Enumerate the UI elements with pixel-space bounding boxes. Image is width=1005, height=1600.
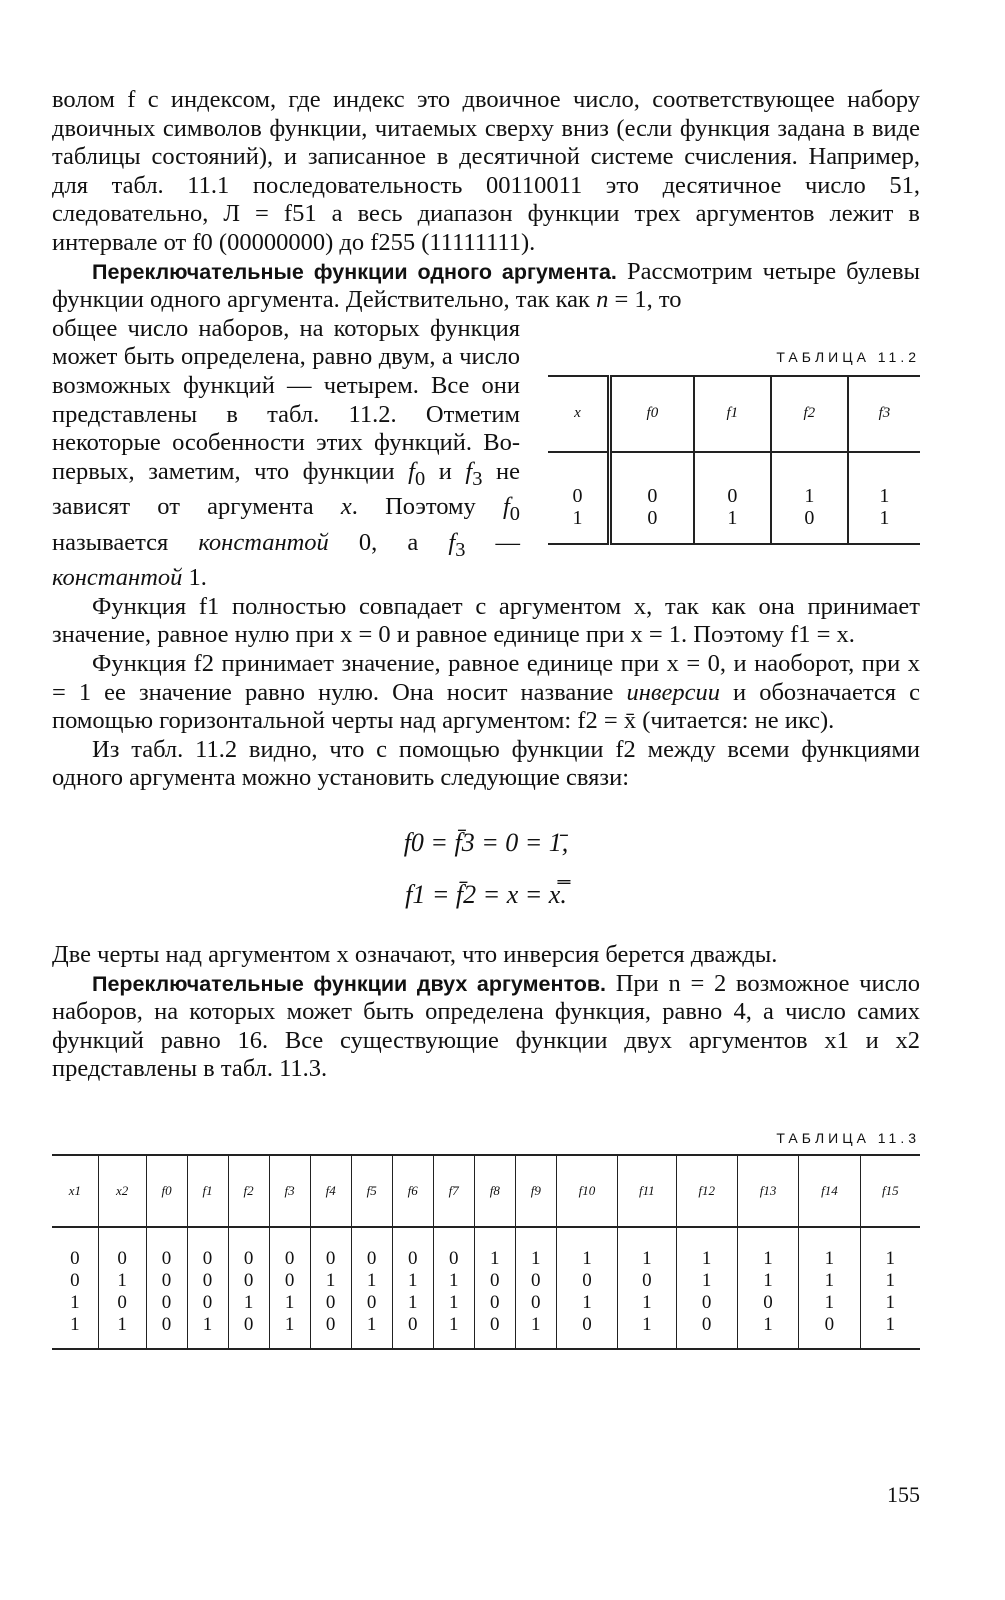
term-inversion: инверсии <box>626 678 720 706</box>
table-cell: 1 <box>448 1291 459 1313</box>
table-cell: 0 <box>701 1313 712 1335</box>
page-number: 155 <box>887 1482 920 1507</box>
table-cell: 1 <box>448 1269 459 1291</box>
table3-header-3: f1 <box>187 1155 228 1227</box>
table3-column-8 <box>392 1227 433 1349</box>
table3-column-10 <box>474 1227 515 1349</box>
formula-line-2: f1 = f̄2 = x = x̿. <box>405 879 567 909</box>
table-cell: 1 <box>490 1247 500 1269</box>
table-cell: 0 <box>582 1313 592 1335</box>
heading-two-arguments: Переключательные функции двух аргументов. <box>92 971 607 996</box>
table-cell: 0 <box>824 1313 835 1335</box>
table-cell: 0 <box>582 1269 592 1291</box>
table-cell: 1 <box>879 484 890 507</box>
table-cell: 1 <box>804 484 815 507</box>
table3-header-4: f2 <box>228 1155 269 1227</box>
table-cell: 0 <box>161 1247 172 1269</box>
table-cell: 1 <box>531 1313 541 1335</box>
table-cell: 0 <box>325 1247 336 1269</box>
table3-column-14 <box>676 1227 737 1349</box>
formulas-block <box>52 817 920 921</box>
table-cell: 1 <box>824 1269 835 1291</box>
table-cell: 0 <box>647 506 658 529</box>
table3-column-4 <box>228 1227 269 1349</box>
table-cell: 1 <box>448 1313 459 1335</box>
table2-header-1: f0 <box>609 376 693 452</box>
table-11-3-caption: ТАБЛИЦА 11.3 <box>776 1129 920 1146</box>
table3-column-17 <box>860 1227 920 1349</box>
table-cell: 0 <box>647 484 658 507</box>
table-cell: 0 <box>202 1247 213 1269</box>
table-11-2-block <box>548 325 920 545</box>
table3-column-2 <box>146 1227 187 1349</box>
table-cell: 1 <box>582 1291 592 1313</box>
table-cell: 1 <box>824 1291 835 1313</box>
table-cell: 1 <box>642 1313 652 1335</box>
table3-column-15 <box>737 1227 798 1349</box>
table-cell: 1 <box>885 1313 896 1335</box>
table-cell: 1 <box>885 1269 896 1291</box>
table-cell: 1 <box>763 1313 773 1335</box>
paragraph-7 <box>52 970 920 1084</box>
table-cell: 1 <box>885 1291 896 1313</box>
heading-one-argument: Переключательные функции одного аргумента. <box>92 259 617 284</box>
table-cell: 0 <box>284 1247 295 1269</box>
table3-column-3 <box>187 1227 228 1349</box>
table3-column-16 <box>799 1227 860 1349</box>
table-cell: 1 <box>879 506 890 529</box>
table-cell: 0 <box>117 1247 127 1269</box>
table-cell: 1 <box>701 1247 712 1269</box>
table-11-3 <box>52 1154 920 1350</box>
table-cell: 0 <box>325 1313 336 1335</box>
table-cell: 0 <box>284 1269 295 1291</box>
paragraph-5: Из табл. 11.2 видно, что с помощью функции f2 между всеми функциями одного аргумента можно установить следующие связи: <box>52 735 920 792</box>
table-cell: 1 <box>117 1269 127 1291</box>
table-cell: 0 <box>490 1313 500 1335</box>
table2-column-3 <box>771 452 848 544</box>
table-11-2 <box>548 375 920 545</box>
table-cell: 0 <box>366 1247 377 1269</box>
table3-column-7 <box>351 1227 392 1349</box>
table-cell: 1 <box>70 1291 80 1313</box>
table-cell: 0 <box>804 506 815 529</box>
table3-column-6 <box>310 1227 351 1349</box>
table-cell: 1 <box>325 1269 336 1291</box>
table-cell: 1 <box>885 1247 896 1269</box>
table-cell: 0 <box>161 1313 172 1335</box>
table3-column-5 <box>269 1227 310 1349</box>
paragraph-7-text: При n = 2 возможное число наборов, на которых может быть определена функция, равно 4, а число самих функций равно 16. Все существующие функции двух аргументов x1 и x2 представлены в табл. 11.3. <box>52 969 921 1083</box>
table-cell: 1 <box>763 1269 773 1291</box>
paragraph-6: Две черты над аргументом x означают, что инверсия берется дважды. <box>52 940 778 968</box>
table-cell: 0 <box>531 1291 541 1313</box>
paragraph-2-text-a: Рассмотрим четыре булевы функции одного аргумента. Действительно, так как n = 1, то <box>52 257 920 314</box>
table-cell: 0 <box>70 1269 80 1291</box>
table3-column-9 <box>433 1227 474 1349</box>
table-cell: 0 <box>572 484 583 507</box>
table-cell: 1 <box>824 1247 835 1269</box>
table-cell: 0 <box>642 1269 652 1291</box>
table-cell: 0 <box>243 1269 254 1291</box>
table2-header-2: f1 <box>694 376 771 452</box>
table3-header-10: f8 <box>474 1155 515 1227</box>
table-cell: 1 <box>582 1247 592 1269</box>
table-cell: 0 <box>161 1291 172 1313</box>
table-cell: 1 <box>366 1269 377 1291</box>
table-cell: 0 <box>727 484 738 507</box>
table-cell: 1 <box>407 1269 418 1291</box>
table-cell: 1 <box>763 1247 773 1269</box>
table-cell: 0 <box>202 1291 213 1313</box>
table3-header-14: f12 <box>676 1155 737 1227</box>
table-cell: 0 <box>407 1247 418 1269</box>
paragraph-4-b: и обозначается с помощью горизонтальной черты над аргументом: f2 = x̄ (читается: не икс). <box>52 678 920 735</box>
table-cell: 1 <box>727 506 738 529</box>
table-cell: 0 <box>448 1247 459 1269</box>
table-cell: 1 <box>243 1291 254 1313</box>
table2-header-3: f2 <box>771 376 848 452</box>
table-cell: 0 <box>531 1269 541 1291</box>
paragraph-3: Функция f1 полностью совпадает с аргументом x, так как она принимает значение, равное нулю при x = 0 и равное единице при x = 1. Поэтому f1 = x. <box>52 592 920 649</box>
table-cell: 0 <box>243 1247 254 1269</box>
table-cell: 1 <box>284 1313 295 1335</box>
table-cell: 0 <box>243 1313 254 1335</box>
table-cell: 1 <box>642 1291 652 1313</box>
table-cell: 1 <box>407 1291 418 1313</box>
table2-column-1 <box>609 452 693 544</box>
table3-column-13 <box>618 1227 676 1349</box>
table-cell: 1 <box>202 1313 213 1335</box>
table3-header-7: f5 <box>351 1155 392 1227</box>
formula-line-1: f0 = f̄3 = 0 = 1̄, <box>403 827 569 857</box>
paragraph-2 <box>52 258 920 315</box>
table2-column-4 <box>848 452 920 544</box>
table-cell: 0 <box>117 1291 127 1313</box>
paragraph-4 <box>52 650 920 736</box>
table-cell: 0 <box>407 1313 418 1335</box>
table-cell: 0 <box>701 1291 712 1313</box>
table-row <box>52 1227 920 1349</box>
table-cell: 1 <box>284 1291 295 1313</box>
table3-header-9: f7 <box>433 1155 474 1227</box>
table-cell: 0 <box>202 1269 213 1291</box>
paragraph-1: волом f с индексом, где индекс это двоичное число, соответствующее набору двоичных символов функции, читаемых сверху вниз (если функция задана в виде таблицы состояний), и записанное в десятичной системе счисления. Например, для табл. 11.1 последовательность 00110011 это десятичное число 51, следовательно, Л = f51 а весь диапазон функции трех аргументов лежит в интервале от f0 (00000000) до f255 (11111111). <box>52 86 920 256</box>
table3-column-11 <box>515 1227 556 1349</box>
page-content <box>52 86 920 1350</box>
table2-column-2 <box>694 452 771 544</box>
table-cell: 1 <box>70 1313 80 1335</box>
term-constant-1: константой <box>52 564 183 592</box>
table-11-2-caption: ТАБЛИЦА 11.2 <box>776 348 920 365</box>
table-cell: 0 <box>490 1269 500 1291</box>
table3-header-6: f4 <box>310 1155 351 1227</box>
table3-header-0: x1 <box>68 1182 81 1198</box>
table3-header-1: x2 <box>98 1155 146 1227</box>
table3-header-11: f9 <box>515 1155 556 1227</box>
table-cell: 1 <box>366 1313 377 1335</box>
table-cell: 1 <box>572 506 583 529</box>
table3-column-12 <box>556 1227 617 1349</box>
table3-header-5: f3 <box>269 1155 310 1227</box>
table-cell: 0 <box>366 1291 377 1313</box>
table3-header-15: f13 <box>737 1155 798 1227</box>
table3-header-2: f0 <box>146 1155 187 1227</box>
table-cell: 0 <box>763 1291 773 1313</box>
table-cell: 0 <box>70 1247 80 1269</box>
table3-column-0 <box>52 1227 98 1349</box>
table-cell: 1 <box>642 1247 652 1269</box>
table2-header-4: f3 <box>848 376 920 452</box>
table-cell: 0 <box>161 1269 172 1291</box>
table3-column-1 <box>98 1227 146 1349</box>
table-cell: 0 <box>490 1291 500 1313</box>
paragraph-2-body: общее число наборов, на которых функция может быть определена, равно двум, а число возможных функций — четырем. Все они представлены в табл. 11.2. Отметим некоторые особенности этих функций. Во-первых, заметим, что функции $f_0$ и $f_3$ не зависят от аргумента x. Поэтому $f_0$ называется константой 0, а $f_3$ — константой 1. <box>52 314 520 592</box>
table2-column-0 <box>548 452 609 544</box>
table3-header-17: f15 <box>860 1155 920 1227</box>
term-constant-0: константой <box>198 528 329 556</box>
paragraph-4-a: Функция f2 принимает значение, равное единице при x = 0, и наоборот, при x = 1 ее значение равно нулю. Она носит название <box>52 649 920 706</box>
table3-header-13: f11 <box>618 1155 676 1227</box>
table-cell: 1 <box>531 1247 541 1269</box>
table3-header-8: f6 <box>392 1155 433 1227</box>
table2-header-0: x <box>574 405 581 422</box>
table3-header-12: f10 <box>556 1155 617 1227</box>
table-cell: 0 <box>325 1291 336 1313</box>
table-cell: 1 <box>701 1269 712 1291</box>
table3-header-16: f14 <box>799 1155 860 1227</box>
table-cell: 1 <box>117 1313 127 1335</box>
table-row <box>548 452 920 544</box>
